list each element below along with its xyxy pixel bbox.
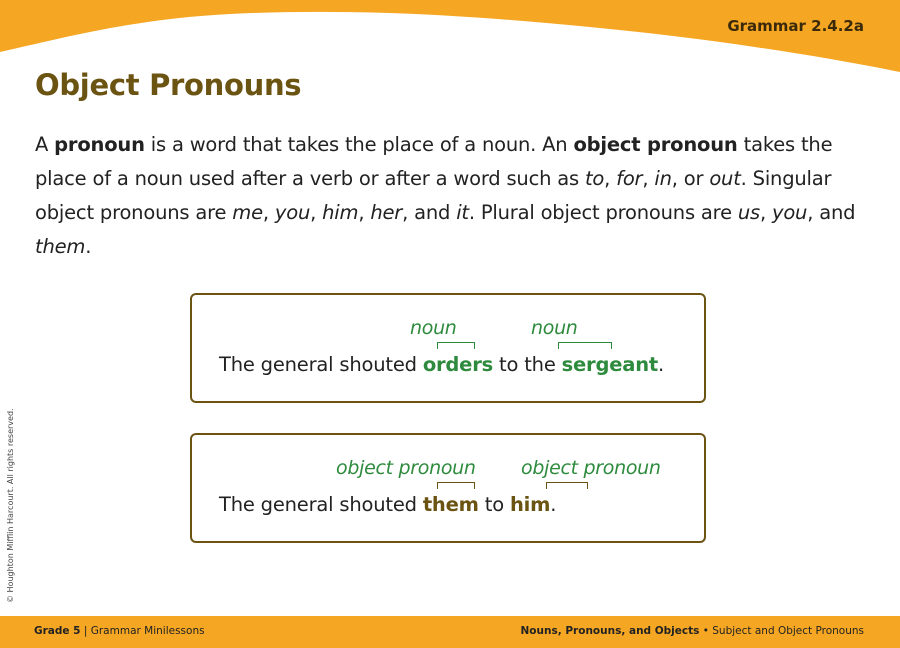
highlight-orders: orders <box>422 353 494 376</box>
example-box-nouns <box>190 293 706 403</box>
noun-label-2: noun <box>531 317 578 339</box>
footer-left: Grade 5 | Grammar Minilessons <box>34 625 205 637</box>
footer-bar <box>0 616 900 648</box>
copyright-notice: © Houghton Mifflin Harcourt. All rights reserved. <box>6 408 15 603</box>
definition-paragraph: A pronoun is a word that takes the place of a noun. An object pronoun takes the place of a noun used after a verb or after a word such as to, for, in, or out. Singular object pronouns are me, you, him, her, and it. Plural object pronouns are us, you, and them. <box>35 133 856 258</box>
example-sentence-1: The general shouted orders to the sergeant. <box>219 353 665 376</box>
example-sentence-2: The general shouted them to him. <box>219 493 557 516</box>
pronoun-bracket-2 <box>546 482 588 489</box>
highlight-them: them <box>422 493 479 516</box>
noun-bracket-1 <box>437 342 475 349</box>
object-pronoun-label-2: object pronoun <box>521 457 661 479</box>
pronoun-bracket-1 <box>437 482 475 489</box>
noun-label-1: noun <box>410 317 457 339</box>
noun-bracket-2 <box>558 342 612 349</box>
example-box-pronouns <box>190 433 706 543</box>
page-title: Object Pronouns <box>35 68 302 102</box>
object-pronoun-label-1: object pronoun <box>336 457 476 479</box>
highlight-sergeant: sergeant <box>561 353 659 376</box>
lesson-code: Grammar 2.4.2a <box>727 17 864 35</box>
footer-right: Nouns, Pronouns, and Objects • Subject and Object Pronouns <box>520 625 864 637</box>
highlight-him: him <box>509 493 551 516</box>
